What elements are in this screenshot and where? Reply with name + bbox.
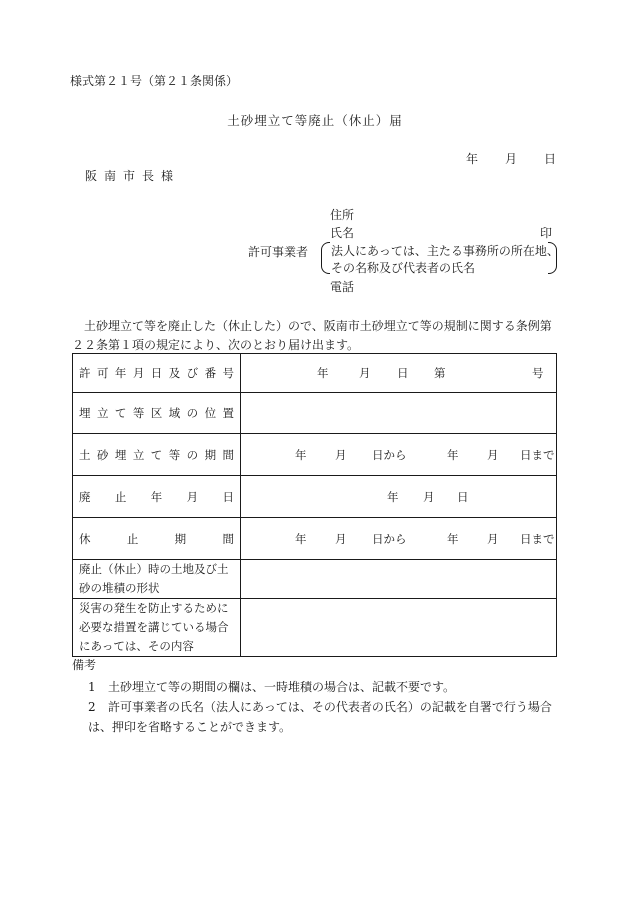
label-char: 日 [222, 489, 234, 504]
row-label-period [73, 434, 241, 476]
form-table [72, 353, 557, 657]
label-char: 埋 [114, 447, 127, 462]
applicant-label: 許可事業者 [248, 245, 309, 259]
suspend-day-from: 日から [372, 531, 407, 546]
permit-value-cell[interactable] [241, 354, 557, 393]
label-char: 間 [222, 531, 234, 546]
label-char: 区 [150, 406, 163, 420]
label-char: 許 [79, 366, 91, 380]
row-label-disaster-measures: 災害の発生を防止するために必要な措置を講じている場合にあっては、その内容 [73, 599, 241, 657]
corporation-note-line1: 法人にあっては、主たる事務所の所在地、 [331, 244, 559, 258]
row-label-abolish-date [73, 476, 241, 518]
land-shape-value-cell[interactable] [241, 560, 557, 599]
permit-dai: 第 [434, 366, 446, 380]
period-day-to: 日まで [520, 447, 555, 462]
label-char: 番 [204, 366, 217, 380]
period-month-from: 月 [335, 447, 347, 462]
row-label-land-shape: 廃止（休止）時の土地及び土砂の堆積の形状 [73, 560, 241, 599]
period-day-from: 日から [372, 447, 407, 462]
period-value-cell[interactable] [241, 434, 557, 476]
recipient: 阪南市長様 [85, 169, 181, 183]
suspend-month-to: 月 [487, 531, 499, 546]
date-year: 年 [466, 152, 479, 166]
label-char: 砂 [96, 447, 109, 462]
table-row [73, 560, 557, 599]
label-char: 立 [132, 447, 145, 462]
notes-title: 備考 [72, 658, 97, 672]
label-char: の [186, 406, 199, 420]
label-char: 月 [186, 489, 199, 504]
label-char: 域 [168, 406, 181, 420]
name-label: 氏名 [330, 226, 355, 240]
label-char: の [186, 447, 199, 462]
label-char: 廃 [79, 489, 91, 504]
permit-day: 日 [397, 366, 409, 380]
justified-label [79, 489, 234, 505]
suspend-month-from: 月 [335, 531, 347, 546]
label-char: 埋 [79, 406, 91, 420]
label-char: 休 [79, 531, 91, 546]
note-item [88, 697, 558, 737]
left-bracket [321, 242, 330, 274]
period-year-to: 年 [447, 447, 459, 462]
body-text: 土砂埋立て等を廃止した（休止した）ので、阪南市土砂埋立て等の規制に関する条例第２２条第１項の規定により、次のとおり届け出ます。 [72, 319, 552, 352]
suspend-year-from: 年 [295, 531, 307, 546]
table-row [73, 476, 557, 518]
phone-label: 電話 [330, 280, 355, 294]
address-label: 住所 [330, 208, 355, 222]
table-row [73, 354, 557, 393]
table-row [73, 434, 557, 476]
seal-mark: 印 [540, 226, 553, 240]
label-char: 位 [204, 406, 217, 420]
location-value-cell[interactable] [241, 393, 557, 434]
label-char: 日 [150, 366, 163, 380]
label-char: 期 [204, 447, 217, 462]
note-text: 許可事業者の氏名（法人にあっては、その代表者の氏名）の記載を自署で行う場合は、押印を省略することができます。 [88, 700, 552, 734]
label-char: 年 [114, 366, 127, 380]
label-char: 及 [168, 366, 181, 380]
label-char: 期 [174, 531, 187, 546]
note-item [88, 677, 558, 697]
corporation-note-line2: その名称及び代表者の氏名 [331, 261, 476, 275]
label-char: 号 [222, 366, 234, 380]
justified-label [79, 447, 234, 463]
label-char: 可 [96, 366, 109, 380]
note-number: 2 [88, 700, 96, 714]
label-char: て [150, 447, 163, 462]
label-char: 立 [96, 406, 109, 420]
date-month: 月 [504, 152, 517, 166]
permit-go: 号 [532, 366, 544, 380]
label-char: 年 [150, 489, 163, 504]
note-text: 土砂埋立て等の期間の欄は、一時堆積の場合は、記載不要です。 [108, 680, 456, 694]
suspend-day-to: 日まで [520, 531, 555, 546]
table-row [73, 599, 557, 657]
table-row [73, 393, 557, 434]
abolish-year: 年 [387, 489, 399, 504]
row-label-location [73, 393, 241, 434]
disaster-measures-value-cell[interactable] [241, 599, 557, 657]
document-title: 土砂埋立て等廃止（休止）届 [227, 113, 403, 128]
period-month-to: 月 [487, 447, 499, 462]
corporation-note [321, 242, 557, 274]
note-number: 1 [88, 680, 96, 694]
justified-label [79, 365, 234, 381]
row-label-permit [73, 354, 241, 393]
row-label-suspension-period [73, 518, 241, 560]
table-row [73, 518, 557, 560]
period-year-from: 年 [295, 447, 307, 462]
justified-label [79, 531, 234, 547]
justified-label [79, 405, 234, 421]
label-char: 等 [132, 406, 145, 420]
suspension-period-value-cell[interactable] [241, 518, 557, 560]
label-char: 間 [222, 447, 234, 462]
label-char: び [186, 366, 199, 380]
right-bracket [548, 242, 557, 274]
label-char: て [114, 406, 127, 420]
permit-month: 月 [359, 366, 371, 380]
label-char: 土 [79, 447, 91, 462]
label-char: 月 [132, 366, 145, 380]
abolish-month: 月 [423, 489, 435, 504]
form-number: 様式第２１号（第２１条関係） [70, 74, 239, 88]
suspend-year-to: 年 [447, 531, 459, 546]
label-char: 止 [126, 531, 139, 546]
abolish-day: 日 [457, 489, 469, 504]
label-char: 止 [114, 489, 127, 504]
date-day: 日 [543, 152, 556, 166]
label-char: 等 [168, 447, 181, 462]
label-char: 置 [222, 406, 234, 420]
permit-year: 年 [317, 366, 329, 380]
abolish-date-value-cell[interactable] [241, 476, 557, 518]
date-line [466, 150, 556, 167]
